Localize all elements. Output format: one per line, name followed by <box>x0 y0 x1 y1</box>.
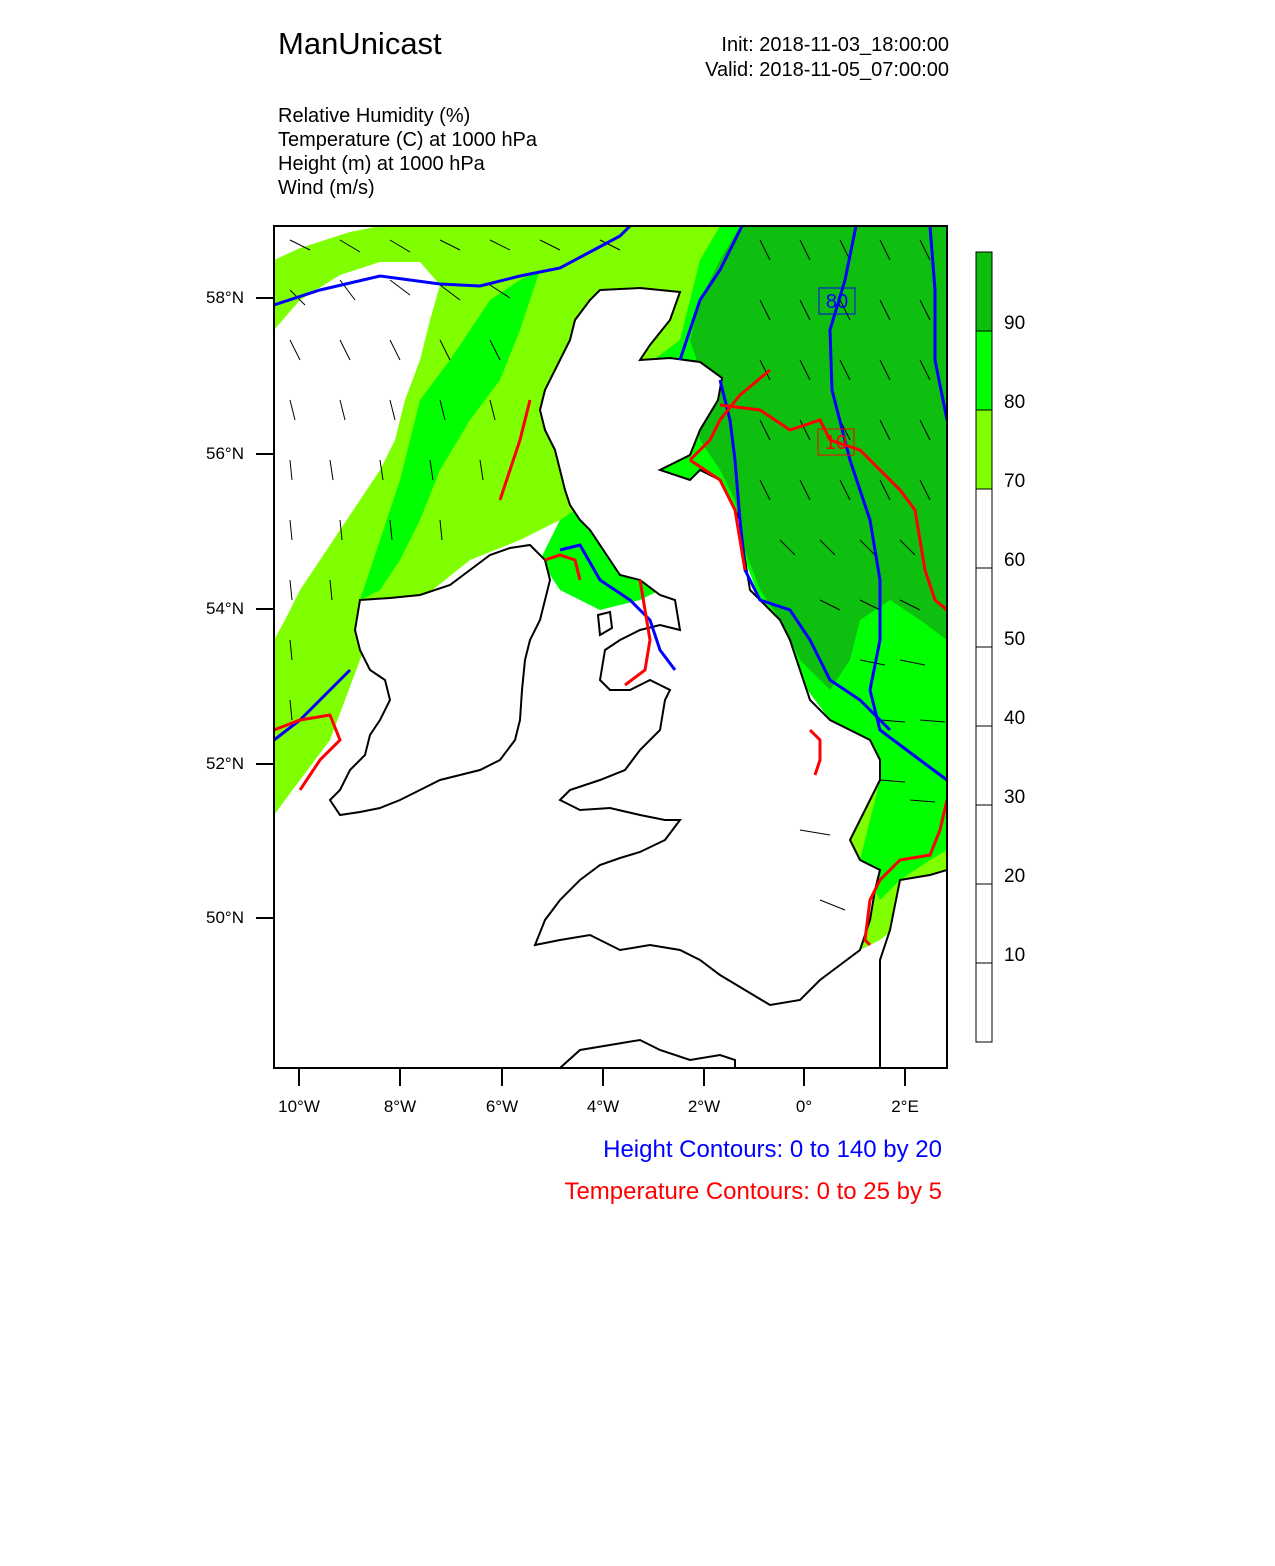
colorbar-bin-70-80 <box>976 410 992 489</box>
lon-label-0: 0° <box>795 1097 813 1116</box>
lon-label-6w: 6°W <box>485 1097 519 1116</box>
valid-time: Valid: 2018-11-05_07:00:00 <box>705 59 949 81</box>
colorbar-label-60: 60 <box>1004 550 1026 571</box>
colorbar-bin-80-90 <box>976 331 992 410</box>
colorbar-label-40: 40 <box>1004 708 1026 729</box>
colorbar-label-30: 30 <box>1004 787 1026 808</box>
map-plot-area <box>274 226 947 1068</box>
colorbar-label-70: 70 <box>1004 471 1026 492</box>
lat-label-54n: 54°N <box>206 599 244 618</box>
field-height: Height (m) at 1000 hPa <box>278 153 485 175</box>
longitude-ticks <box>299 1068 905 1086</box>
field-wind: Wind (m/s) <box>278 177 375 199</box>
lat-label-52n: 52°N <box>206 754 244 773</box>
legend-temperature-contours: Temperature Contours: 0 to 25 by 5 <box>564 1178 942 1205</box>
lon-label-2w: 2°W <box>687 1097 721 1116</box>
lon-label-2e: 2°E <box>891 1097 919 1116</box>
latitude-ticks <box>256 298 274 918</box>
lon-label-10w: 10°W <box>278 1097 320 1116</box>
lon-label-4w: 4°W <box>586 1097 620 1116</box>
colorbar-label-80: 80 <box>1004 392 1026 413</box>
field-temperature: Temperature (C) at 1000 hPa <box>278 129 538 151</box>
colorbar-label-90: 90 <box>1004 313 1026 334</box>
lat-label-58n: 58°N <box>206 288 244 307</box>
colorbar-bin-above-90 <box>976 252 992 331</box>
colorbar-label-10: 10 <box>1004 945 1026 966</box>
colorbar-label-20: 20 <box>1004 866 1026 887</box>
legend-height-contours: Height Contours: 0 to 140 by 20 <box>603 1136 942 1163</box>
height-contour-label: 80 <box>825 291 849 313</box>
lat-label-56n: 56°N <box>206 444 244 463</box>
colorbar-label-50: 50 <box>1004 629 1026 650</box>
colorbar <box>976 252 992 1042</box>
field-humidity: Relative Humidity (%) <box>278 105 471 127</box>
lon-label-8w: 8°W <box>383 1097 417 1116</box>
init-time: Init: 2018-11-03_18:00:00 <box>721 34 949 56</box>
model-title: ManUnicast <box>278 26 442 61</box>
temperature-contour-label: 10 <box>824 432 848 454</box>
lat-label-50n: 50°N <box>206 908 244 927</box>
colorbar-bin-below-70 <box>976 489 992 1042</box>
